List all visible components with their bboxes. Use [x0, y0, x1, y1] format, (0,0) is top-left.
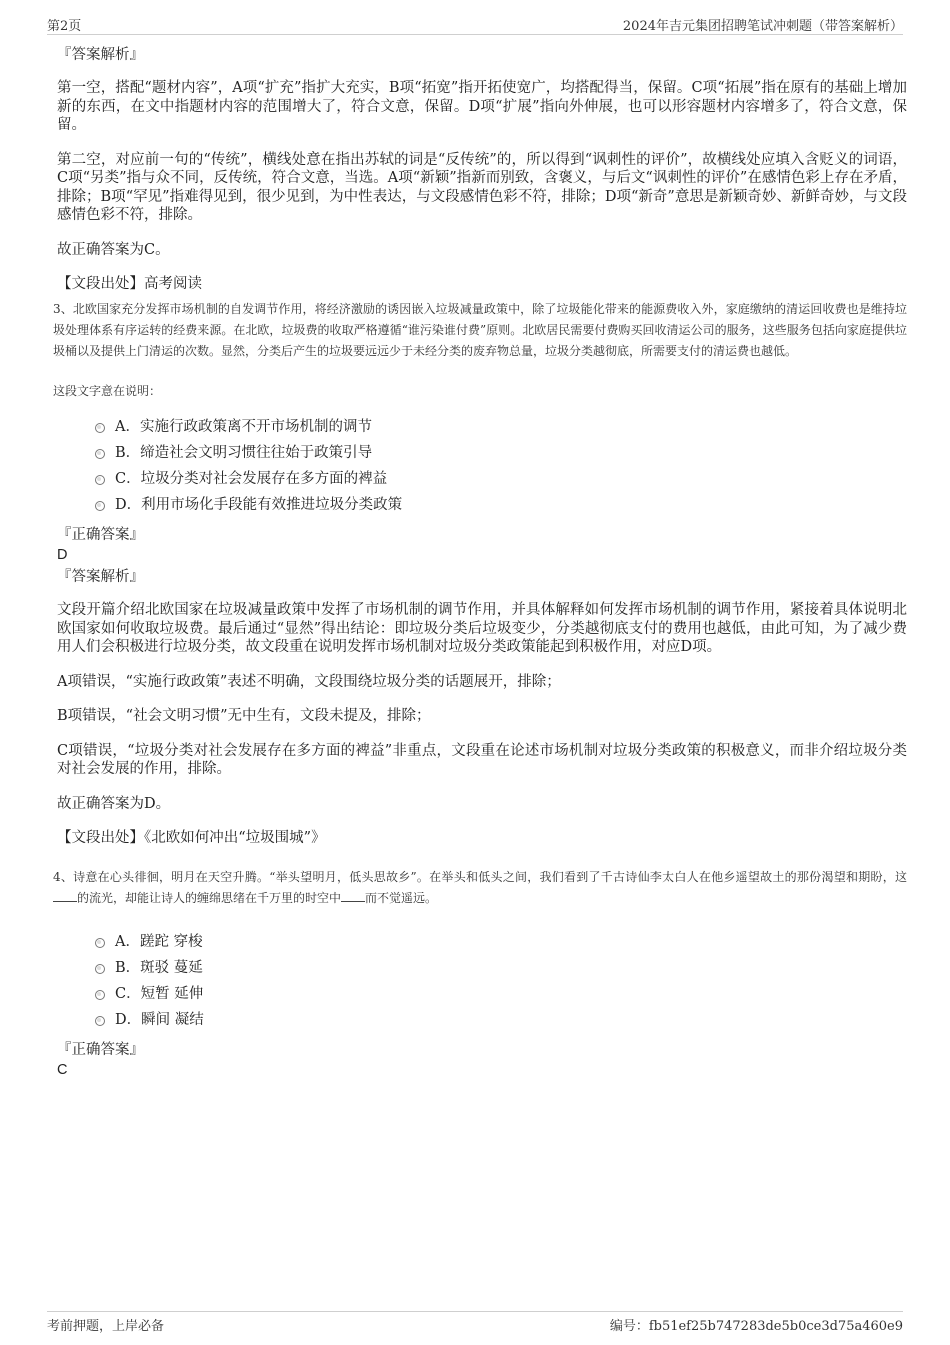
- radio-icon[interactable]: [95, 475, 105, 485]
- option-a[interactable]: A．蹉跎 穿梭: [95, 929, 907, 955]
- page-footer: [47, 1311, 903, 1334]
- analysis-conclusion: 故正确答案为C。: [57, 241, 170, 258]
- radio-icon[interactable]: [95, 449, 105, 459]
- question-3-options: [95, 414, 907, 518]
- question-4-text: 4、诗意在心头徘徊，明月在天空升腾。“举头望明月，低头思故乡”。在举头和低头之间，我们看到了千古诗仙李太白人在他乡遥望故土的那份渴望和期盼，这的流光，却能让诗人的缠绵思绪在千万里的时空中 而不觉遥远。: [53, 870, 907, 905]
- option-c[interactable]: C．垃圾分类对社会发展存在多方面的裨益: [95, 466, 907, 492]
- document-body: [53, 46, 907, 1083]
- fill-blank: [53, 889, 77, 902]
- analysis-paragraph: 第二空，对应前一句的“传统”，横线处意在指出苏轼的词是“反传统”的，所以得到“讽刺性的评价”，故横线处应填入含贬义的词语，C项“另类”指与众不同，反传统，符合文意，当选。A项“新颖”指新而别致，含褒义，与后文“讽刺性的评价”在感情色彩上存在矛盾，排除；B项“罕见”指难得见到，很少见到，为中性表达，与文段感情色彩不符，排除；D项“新奇”意思是新颖奇妙、新鲜奇妙，与文段感情色彩不符，排除。: [57, 151, 907, 223]
- analysis-paragraph: B项错误，“社会文明习惯”无中生有，文段未提及，排除；: [57, 708, 431, 724]
- answer-analysis-label: 『答案解析』: [57, 569, 144, 585]
- option-a[interactable]: A．实施行政政策离不开市场机制的调节: [95, 414, 907, 440]
- footer-slogan: 考前押题，上岸必备: [47, 1319, 165, 1334]
- analysis-paragraph: 文段开篇介绍北欧国家在垃圾减量政策中发挥了市场机制的调节作用，并具体解释如何发挥市场机制的调节作用，紧接着具体说明北欧国家如何收取垃圾费。最后通过“显然”得出结论：即垃圾分类后垃圾变少，分类越彻底支付的费用也越低，由此可知，为了减少费用人们会积极进行垃圾分类，故文段重在说明发挥市场机制对垃圾分类政策能起到积极作用，对应D项。: [57, 602, 907, 655]
- correct-answer: C: [57, 1062, 68, 1078]
- radio-icon[interactable]: [95, 501, 105, 511]
- analysis-conclusion: 故正确答案为D。: [57, 795, 171, 812]
- correct-answer: D: [57, 547, 68, 563]
- question-4-options: [95, 929, 907, 1033]
- analysis-paragraph: C项错误，“垃圾分类对社会发展存在多方面的裨益”非重点，文段重在论述市场机制对垃圾分类政策的积极意义，而非介绍垃圾分类对社会发展的作用，排除。: [57, 742, 907, 777]
- analysis-paragraph: 第一空，搭配“题材内容”，A项“扩充”指扩大充实，B项“拓宽”指开拓使宽广，均搭配得当，保留。C项“拓展”指在原有的基础上增加新的东西，在文中指题材内容的范围增大了，符合文意，保留。D项“扩展”指向外伸展，也可以形容题材内容增多了，符合文意，保留。: [57, 80, 907, 133]
- option-c[interactable]: C．短暂 延伸: [95, 981, 907, 1007]
- option-d[interactable]: D．利用市场化手段能有效推进垃圾分类政策: [95, 492, 907, 518]
- answer-analysis-label: 『答案解析』: [57, 47, 144, 63]
- source-label: 【文段出处】《北欧如何冲出“垃圾围城”》: [57, 830, 326, 846]
- page-header: [47, 14, 903, 35]
- correct-answer-label: 『正确答案』: [57, 1042, 144, 1058]
- radio-icon[interactable]: [95, 1016, 105, 1026]
- document-code: 编号：fb51ef25b747283de5b0ce3d75a460e9: [609, 1319, 903, 1334]
- page-number: 第2页: [47, 19, 82, 34]
- radio-icon[interactable]: [95, 423, 105, 433]
- radio-icon[interactable]: [95, 938, 105, 948]
- radio-icon[interactable]: [95, 964, 105, 974]
- document-title: 2024年吉元集团招聘笔试冲刺题（带答案解析）: [622, 19, 903, 34]
- option-b[interactable]: B．斑驳 蔓延: [95, 955, 907, 981]
- option-d[interactable]: D．瞬间 凝结: [95, 1007, 907, 1033]
- correct-answer-label: 『正确答案』: [57, 527, 144, 543]
- fill-blank: [341, 889, 365, 902]
- question-3-text: 3、北欧国家充分发挥市场机制的自发调节作用，将经济激励的诱因嵌入垃圾减量政策中，除了垃圾能化带来的能源费收入外，家庭缴纳的清运回收费也是维持垃圾处理体系有序运转的经费来源。在北欧，垃圾费的收取严格遵循“谁污染谁付费”原则。北欧居民需要付费购买回收清运公司的服务，这些服务包括向家庭提供垃圾桶以及提供上门清运的次数。显然，分类后产生的垃圾要远远少于未经分类的废弃物总量，垃圾分类越彻底，所需要支付的清运费也越低。: [53, 302, 907, 358]
- option-b[interactable]: B．缔造社会文明习惯往往始于政策引导: [95, 440, 907, 466]
- analysis-paragraph: A项错误，“实施行政政策”表述不明确，文段围绕垃圾分类的话题展开，排除；: [57, 673, 561, 690]
- radio-icon[interactable]: [95, 990, 105, 1000]
- question-3-prompt: 这段文字意在说明：: [53, 384, 162, 398]
- source-label: 【文段出处】高考阅读: [57, 276, 202, 292]
